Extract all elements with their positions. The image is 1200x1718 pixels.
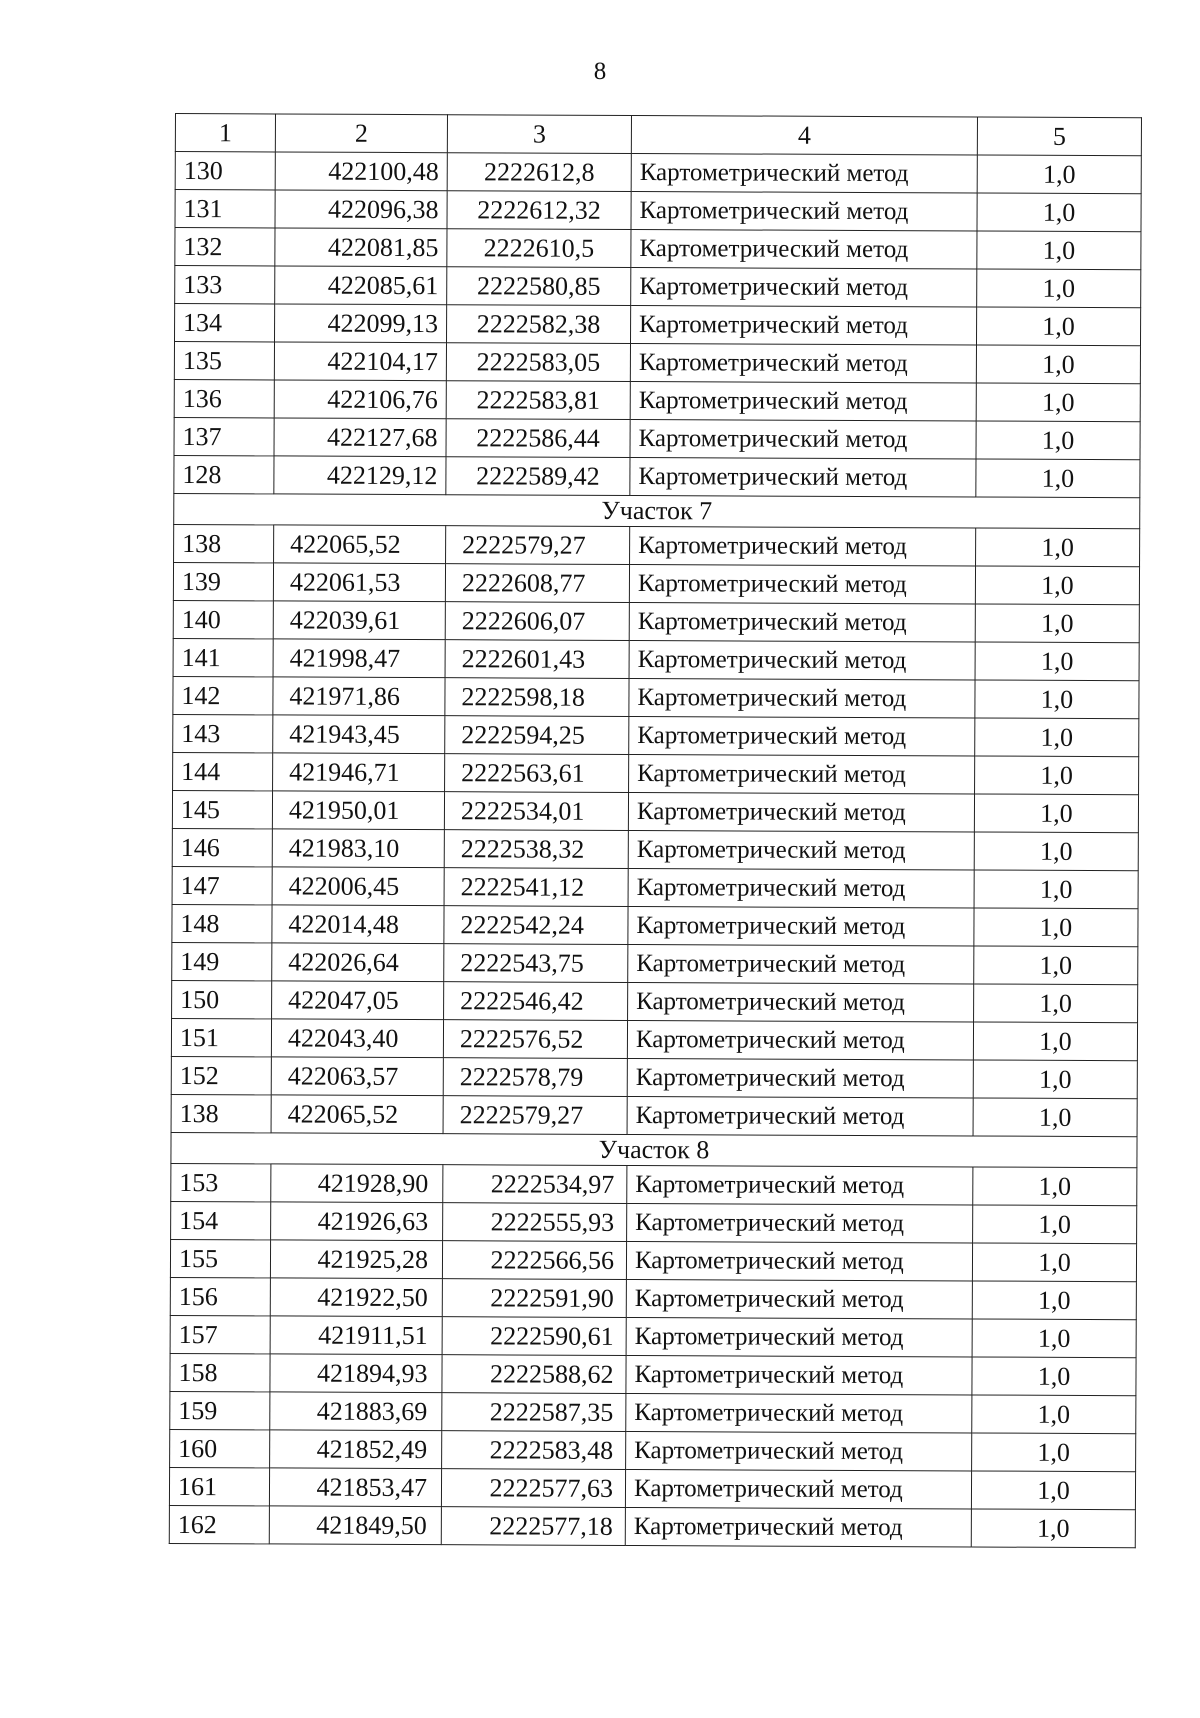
accuracy-cell: 1,0 (977, 155, 1141, 194)
table-row (169, 1505, 1135, 1547)
header-cell-point: 1 (175, 114, 275, 152)
method-cell: Картометрический метод (627, 1096, 973, 1136)
method-cell: Картометрический метод (628, 792, 974, 832)
method-cell: Картометрический метод (625, 1469, 971, 1509)
y-coordinate-cell: 2222594,25 (445, 716, 629, 755)
header-cell-x: 2 (275, 114, 447, 153)
accuracy-cell: 1,0 (973, 1098, 1137, 1137)
accuracy-cell: 1,0 (971, 1509, 1135, 1548)
y-coordinate-cell: 2222579,27 (446, 526, 630, 565)
table-row (171, 1056, 1137, 1098)
x-coordinate-cell: 421853,47 (269, 1468, 441, 1507)
accuracy-cell: 1,0 (976, 459, 1140, 498)
y-coordinate-cell: 2222586,44 (446, 419, 630, 458)
point-number-cell: 130 (175, 152, 275, 190)
y-coordinate-cell: 2222583,05 (446, 343, 630, 382)
y-coordinate-cell: 2222606,07 (445, 602, 629, 641)
method-cell: Картометрический метод (628, 982, 974, 1022)
table-row (171, 1201, 1137, 1243)
point-number-cell: 132 (175, 228, 275, 266)
x-coordinate-cell: 422014,48 (272, 905, 444, 944)
method-cell: Картометрический метод (627, 1058, 973, 1098)
point-number-cell: 157 (170, 1315, 270, 1353)
accuracy-cell: 1,0 (972, 1281, 1136, 1320)
table-row (175, 228, 1141, 270)
accuracy-cell: 1,0 (976, 383, 1140, 422)
accuracy-cell: 1,0 (972, 1243, 1136, 1282)
point-number-cell: 134 (175, 304, 275, 342)
coordinates-table-body (169, 114, 1141, 1548)
method-cell: Картометрический метод (625, 1507, 971, 1547)
point-number-cell: 131 (175, 190, 275, 228)
x-coordinate-cell: 422065,52 (274, 525, 446, 564)
point-number-cell: 145 (172, 790, 272, 828)
table-row (172, 828, 1138, 870)
section-header-row (171, 1132, 1137, 1167)
section-title: Участок 7 (174, 493, 1140, 528)
y-coordinate-cell: 2222583,81 (446, 381, 630, 420)
point-number-cell: 137 (174, 417, 274, 455)
table-row (174, 417, 1140, 459)
y-coordinate-cell: 2222579,27 (443, 1096, 627, 1135)
method-cell: Картометрический метод (627, 1165, 973, 1205)
point-number-cell: 149 (172, 942, 272, 980)
point-number-cell: 146 (172, 828, 272, 866)
accuracy-cell: 1,0 (974, 870, 1138, 909)
point-number-cell: 135 (174, 342, 274, 380)
x-coordinate-cell: 421894,93 (270, 1354, 442, 1393)
y-coordinate-cell: 2222576,52 (443, 1020, 627, 1059)
method-cell: Картометрический метод (630, 419, 976, 459)
accuracy-cell: 1,0 (975, 566, 1139, 605)
x-coordinate-cell: 421922,50 (270, 1278, 442, 1317)
accuracy-cell: 1,0 (973, 1167, 1137, 1206)
method-cell: Картометрический метод (628, 830, 974, 870)
y-coordinate-cell: 2222589,42 (446, 457, 630, 496)
section-header-row (174, 493, 1140, 528)
table-row (170, 1277, 1136, 1319)
y-coordinate-cell: 2222542,24 (444, 906, 628, 945)
x-coordinate-cell: 421926,63 (271, 1202, 443, 1241)
accuracy-cell: 1,0 (972, 1319, 1136, 1358)
x-coordinate-cell: 421946,71 (273, 753, 445, 792)
point-number-cell: 156 (170, 1277, 270, 1315)
y-coordinate-cell: 2222590,61 (442, 1317, 626, 1356)
method-cell: Картометрический метод (630, 305, 976, 345)
method-cell: Картометрический метод (630, 381, 976, 421)
coordinates-table (169, 113, 1142, 1548)
point-number-cell: 161 (169, 1467, 269, 1505)
x-coordinate-cell: 422127,68 (274, 418, 446, 457)
table-row (172, 866, 1138, 908)
method-cell: Картометрический метод (627, 1020, 973, 1060)
x-coordinate-cell: 421925,28 (270, 1240, 442, 1279)
accuracy-cell: 1,0 (976, 421, 1140, 460)
table-row (175, 266, 1141, 308)
accuracy-cell: 1,0 (973, 1060, 1137, 1099)
point-number-cell: 150 (172, 980, 272, 1018)
accuracy-cell: 1,0 (974, 984, 1138, 1023)
point-number-cell: 162 (169, 1505, 269, 1543)
point-number-cell: 142 (173, 676, 273, 714)
point-number-cell: 160 (170, 1429, 270, 1467)
x-coordinate-cell: 421950,01 (272, 791, 444, 830)
x-coordinate-cell: 421928,90 (271, 1164, 443, 1203)
accuracy-cell: 1,0 (972, 1395, 1136, 1434)
accuracy-cell: 1,0 (976, 528, 1140, 567)
header-cell-y: 3 (447, 115, 631, 154)
point-number-cell: 155 (170, 1239, 270, 1277)
y-coordinate-cell: 2222598,18 (445, 678, 629, 717)
y-coordinate-cell: 2222612,32 (447, 191, 631, 230)
table-row (173, 714, 1139, 756)
table-row (170, 1353, 1136, 1395)
method-cell: Картометрический метод (626, 1431, 972, 1471)
y-coordinate-cell: 2222601,43 (445, 640, 629, 679)
x-coordinate-cell: 421911,51 (270, 1316, 442, 1355)
x-coordinate-cell: 422081,85 (275, 228, 447, 267)
accuracy-cell: 1,0 (972, 1433, 1136, 1472)
method-cell: Картометрический метод (629, 754, 975, 794)
accuracy-cell: 1,0 (973, 1205, 1137, 1244)
point-number-cell: 147 (172, 866, 272, 904)
table-row (170, 1239, 1136, 1281)
y-coordinate-cell: 2222587,35 (442, 1393, 626, 1432)
x-coordinate-cell: 422065,52 (271, 1095, 443, 1134)
x-coordinate-cell: 421852,49 (270, 1430, 442, 1469)
x-coordinate-cell: 422063,57 (271, 1057, 443, 1096)
y-coordinate-cell: 2222578,79 (443, 1058, 627, 1097)
method-cell: Картометрический метод (630, 343, 976, 383)
coordinates-table-container (169, 113, 1142, 1548)
x-coordinate-cell: 422047,05 (272, 981, 444, 1020)
table-row (173, 676, 1139, 718)
accuracy-cell: 1,0 (974, 794, 1138, 833)
method-cell: Картометрический метод (631, 229, 977, 269)
method-cell: Картометрический метод (629, 678, 975, 718)
accuracy-cell: 1,0 (976, 307, 1140, 346)
x-coordinate-cell: 422096,38 (275, 190, 447, 229)
accuracy-cell: 1,0 (977, 193, 1141, 232)
accuracy-cell: 1,0 (973, 1022, 1137, 1061)
y-coordinate-cell: 2222538,32 (444, 830, 628, 869)
point-number-cell: 148 (172, 904, 272, 942)
method-cell: Картометрический метод (626, 1279, 972, 1319)
x-coordinate-cell: 421883,69 (270, 1392, 442, 1431)
table-row (172, 942, 1138, 984)
accuracy-cell: 1,0 (975, 718, 1139, 757)
accuracy-cell: 1,0 (975, 642, 1139, 681)
y-coordinate-cell: 2222583,48 (442, 1431, 626, 1470)
y-coordinate-cell: 2222582,38 (447, 305, 631, 344)
point-number-cell: 153 (171, 1163, 271, 1201)
y-coordinate-cell: 2222543,75 (444, 944, 628, 983)
method-cell: Картометрический метод (631, 153, 977, 193)
y-coordinate-cell: 2222588,62 (442, 1355, 626, 1394)
y-coordinate-cell: 2222546,42 (444, 982, 628, 1021)
y-coordinate-cell: 2222608,77 (445, 564, 629, 603)
accuracy-cell: 1,0 (974, 832, 1138, 871)
accuracy-cell: 1,0 (974, 908, 1138, 947)
page-number: 8 (593, 58, 607, 85)
point-number-cell: 141 (173, 638, 273, 676)
point-number-cell: 152 (171, 1056, 271, 1094)
x-coordinate-cell: 422100,48 (275, 152, 447, 191)
x-coordinate-cell: 422106,76 (274, 380, 446, 419)
header-row (175, 114, 1141, 156)
point-number-cell: 158 (170, 1353, 270, 1391)
point-number-cell: 151 (171, 1018, 271, 1056)
point-number-cell: 154 (171, 1201, 271, 1239)
table-row (175, 152, 1141, 194)
y-coordinate-cell: 2222555,93 (443, 1203, 627, 1242)
method-cell: Картометрический метод (626, 1317, 972, 1357)
table-row (174, 379, 1140, 421)
y-coordinate-cell: 2222577,63 (441, 1469, 625, 1508)
accuracy-cell: 1,0 (975, 604, 1139, 643)
method-cell: Картометрический метод (630, 526, 976, 566)
y-coordinate-cell: 2222566,56 (442, 1241, 626, 1280)
header-cell-accuracy: 5 (977, 117, 1141, 156)
x-coordinate-cell: 422085,61 (275, 266, 447, 305)
accuracy-cell: 1,0 (977, 269, 1141, 308)
x-coordinate-cell: 422104,17 (274, 342, 446, 381)
point-number-cell: 138 (171, 1094, 271, 1132)
method-cell: Картометрический метод (626, 1393, 972, 1433)
accuracy-cell: 1,0 (976, 345, 1140, 384)
table-row (172, 790, 1138, 832)
x-coordinate-cell: 422099,13 (275, 304, 447, 343)
point-number-cell: 139 (173, 562, 273, 600)
table-row (173, 600, 1139, 642)
method-cell: Картометрический метод (629, 716, 975, 756)
table-row (170, 1315, 1136, 1357)
method-cell: Картометрический метод (628, 944, 974, 984)
method-cell: Картометрический метод (628, 868, 974, 908)
table-row (171, 1018, 1137, 1060)
method-cell: Картометрический метод (629, 564, 975, 604)
table-row (170, 1391, 1136, 1433)
table-row (173, 562, 1139, 604)
table-row (174, 342, 1140, 384)
table-row (173, 638, 1139, 680)
table-row (169, 1467, 1135, 1509)
method-cell: Картометрический метод (629, 640, 975, 680)
accuracy-cell: 1,0 (977, 231, 1141, 270)
accuracy-cell: 1,0 (975, 756, 1139, 795)
method-cell: Картометрический метод (626, 1355, 972, 1395)
y-coordinate-cell: 2222534,01 (444, 792, 628, 831)
table-row (172, 980, 1138, 1022)
method-cell: Картометрический метод (626, 1241, 972, 1281)
point-number-cell: 143 (173, 714, 273, 752)
x-coordinate-cell: 422006,45 (272, 867, 444, 906)
y-coordinate-cell: 2222534,97 (443, 1165, 627, 1204)
x-coordinate-cell: 421983,10 (272, 829, 444, 868)
table-row (173, 752, 1139, 794)
point-number-cell: 140 (173, 600, 273, 638)
accuracy-cell: 1,0 (971, 1471, 1135, 1510)
x-coordinate-cell: 422061,53 (273, 563, 445, 602)
method-cell: Картометрический метод (630, 457, 976, 497)
method-cell: Картометрический метод (631, 267, 977, 307)
point-number-cell: 144 (173, 752, 273, 790)
y-coordinate-cell: 2222580,85 (447, 267, 631, 306)
accuracy-cell: 1,0 (974, 946, 1138, 985)
table-row (171, 1163, 1137, 1205)
method-cell: Картометрический метод (628, 906, 974, 946)
y-coordinate-cell: 2222591,90 (442, 1279, 626, 1318)
table-row (170, 1429, 1136, 1471)
point-number-cell: 128 (174, 455, 274, 493)
x-coordinate-cell: 421943,45 (273, 715, 445, 754)
table-row (175, 190, 1141, 232)
point-number-cell: 138 (174, 524, 274, 562)
table-row (175, 304, 1141, 346)
x-coordinate-cell: 422043,40 (271, 1019, 443, 1058)
method-cell: Картометрический метод (627, 1203, 973, 1243)
table-row (172, 904, 1138, 946)
header-cell-method: 4 (631, 115, 977, 155)
x-coordinate-cell: 421971,86 (273, 677, 445, 716)
table-row (174, 524, 1140, 566)
y-coordinate-cell: 2222612,8 (447, 153, 631, 192)
y-coordinate-cell: 2222541,12 (444, 868, 628, 907)
method-cell: Картометрический метод (629, 602, 975, 642)
section-title: Участок 8 (171, 1132, 1137, 1167)
table-row (174, 455, 1140, 497)
x-coordinate-cell: 421998,47 (273, 639, 445, 678)
x-coordinate-cell: 421849,50 (269, 1506, 441, 1545)
y-coordinate-cell: 2222610,5 (447, 229, 631, 268)
point-number-cell: 159 (170, 1391, 270, 1429)
x-coordinate-cell: 422039,61 (273, 601, 445, 640)
point-number-cell: 136 (174, 379, 274, 417)
accuracy-cell: 1,0 (975, 680, 1139, 719)
y-coordinate-cell: 2222577,18 (441, 1507, 625, 1546)
accuracy-cell: 1,0 (972, 1357, 1136, 1396)
method-cell: Картометрический метод (631, 191, 977, 231)
x-coordinate-cell: 422129,12 (274, 456, 446, 495)
table-row (171, 1094, 1137, 1136)
y-coordinate-cell: 2222563,61 (445, 754, 629, 793)
point-number-cell: 133 (175, 266, 275, 304)
x-coordinate-cell: 422026,64 (272, 943, 444, 982)
